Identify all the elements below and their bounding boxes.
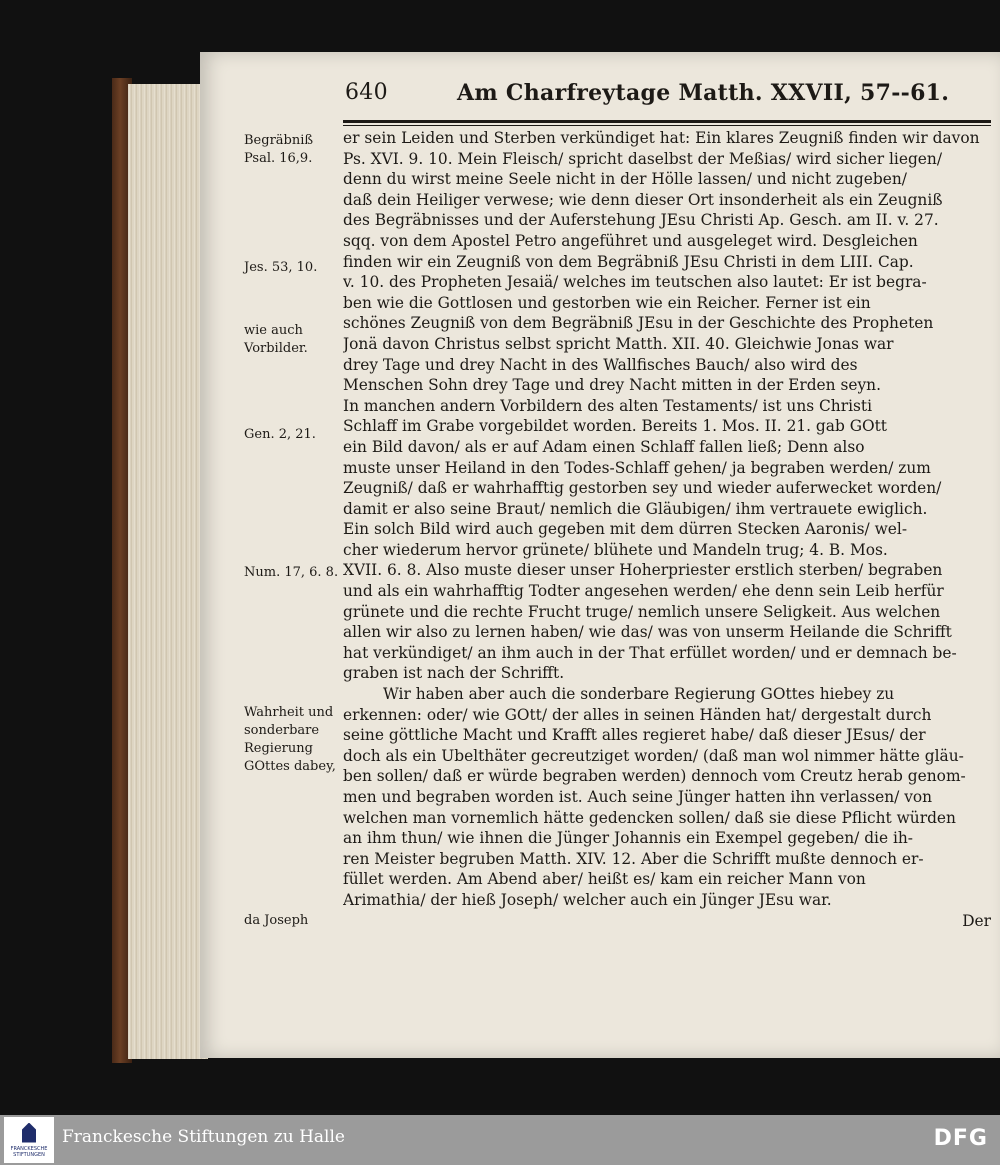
text-line: allen wir also zu lernen haben/ wie das/ was von unserm Heilande die Schrifft [343,623,952,642]
text-line: v. 10. des Propheten Jesaiä/ welches im teutschen also lautet: Er ist begra- [343,273,927,292]
text-line: grünete und die rechte Frucht truge/ nemlich unsere Seligkeit. Aus welchen [343,602,941,621]
text-line: und als ein wahrhafftig Todter angesehen werden/ ehe denn sein Leib herfür [343,582,944,601]
text-line: Ps. XVI. 9. 10. Mein Fleisch/ spricht daselbst der Meßias/ wird sicher liegen/ [343,149,943,168]
running-header [345,80,985,116]
margin-note: Gen. 2, 21. [244,427,316,442]
page-number: 640 [345,80,388,105]
header-rule [343,120,991,123]
text-line: füllet werden. Am Abend aber/ heißt es/ kam ein reicher Mann von [343,870,866,889]
text-line: ren Meister begruben Matth. XIV. 12. Aber die Schrifft mußte dennoch er- [343,849,924,868]
text-line: drey Tage und drey Nacht in des Wallfisches Bauch/ also wird des [343,355,858,374]
institution-logo[interactable] [4,1117,54,1163]
text-line: Schlaff im Grabe vorgebildet worden. Bereits 1. Mos. II. 21. gab GOtt [343,417,887,436]
text-line: doch als ein Ubelthäter gecreutziget worden/ (daß man wol nimmer hätte gläu- [343,746,964,765]
margin-note: Wahrheit und sonderbare Regierung GOttes dabey, [244,705,336,774]
text-line: er sein Leiden und Sterben verkündiget hat: Ein klares Zeugniß finden wir davon [343,129,980,147]
text-line: hat verkündiget/ an ihm auch in der That erfüllet worden/ und er demnach be- [343,643,957,662]
text-line: Jonä davon Christus selbst spricht Matth. XII. 40. Gleichwie Jonas war [343,334,894,353]
text-line: finden wir ein Zeugniß von dem Begräbniß JEsu Christi in dem LIII. Cap. [343,252,914,271]
text-line: seine göttliche Macht und Krafft alles regieret habe/ daß dieser JEsus/ der [343,726,926,745]
text-line: graben ist nach der Schrifft. [343,664,565,683]
page-stack-edge [128,84,208,1059]
text-line: Zeugniß/ daß er wahrhafftig gestorben sey und wieder auferwecket worden/ [343,479,942,498]
text-line: ein Bild davon/ als er auf Adam einen Schlaff fallen ließ; Denn also [343,437,865,456]
text-line: des Begräbnisses und der Auferstehung JEsu Christi Ap. Gesch. am II. v. 27. [343,211,939,230]
text-line: sqq. von dem Apostel Petro angeführet und ausgeleget wird. Desgleichen [343,231,918,250]
text-line: Arimathia/ der hieß Joseph/ welcher auch ein Jünger JEsu war. [343,890,832,909]
text-line: Ein solch Bild wird auch gegeben mit dem dürren Stecken Aaronis/ wel- [343,520,908,539]
text-line: welchen man vornemlich hätte gedencken sollen/ daß sie diese Pflicht würden [343,808,956,827]
text-line: Menschen Sohn drey Tage und drey Nacht mitten in der Erden seyn. [343,376,881,395]
book-page [200,52,1000,1058]
text-line: ben wie die Gottlosen und gestorben wie ein Reicher. Ferner ist ein [343,293,871,312]
text-line: schönes Zeugniß von dem Begräbniß JEsu in der Geschichte des Propheten [343,314,934,333]
header-rule-thin [343,125,991,126]
margin-note: wie auch Vorbilder. [244,323,308,356]
text-line: erkennen: oder/ wie GOtt/ der alles in seinen Händen hat/ dergestalt durch [343,705,932,724]
text-line: denn du wirst meine Seele nicht in der Hölle lassen/ und nicht zugeben/ [343,170,907,189]
margin-note: da Joseph [244,913,309,928]
logo-icon [22,1123,36,1143]
text-line: In manchen andern Vorbildern des alten Testaments/ ist uns Christi [343,396,873,415]
text-line: damit er also seine Braut/ nemlich die Gläubigen/ ihm vertrauete ewiglich. [343,499,928,518]
text-line: ben sollen/ daß er würde begraben werden) dennoch vom Creutz herab genom- [343,767,966,786]
text-line: daß dein Heiliger verwese; wie denn dieser Ort insonderheit als ein Zeugniß [343,190,943,209]
text-line: men und begraben worden ist. Auch seine Jünger hatten ihn verlassen/ von [343,788,933,806]
text-line: Wir haben aber auch die sonderbare Regierung GOttes hiebey zu [383,685,895,704]
margin-note: Jes. 53, 10. [244,260,318,275]
catchword: Der [962,911,991,930]
institution-name[interactable]: Franckesche Stiftungen zu Halle [62,1127,345,1147]
text-line: cher wiederum hervor grünete/ blühete und Mandeln trug; 4. B. Mos. [343,540,888,559]
logo-caption: FRANCKESCHE STIFTUNGEN [10,1145,48,1158]
text-line: an ihm thun/ wie ihnen die Jünger Johannis ein Exempel gegeben/ die ih- [343,829,914,848]
text-line: XVII. 6. 8. Also muste dieser unser Hoherpriester erstlich sterben/ begraben [343,561,943,580]
text-line: muste unser Heiland in den Todes-Schlaff gehen/ ja begraben werden/ zum [343,458,931,477]
running-title: Am Charfreytage Matth. XXVII, 57--61. [457,80,950,106]
margin-note: Num. 17, 6. 8. [244,565,339,580]
margin-note: Begräbniß Psal. 16,9. [244,133,314,166]
body-text [343,128,991,931]
dfg-logo[interactable]: DFG [933,1126,988,1151]
